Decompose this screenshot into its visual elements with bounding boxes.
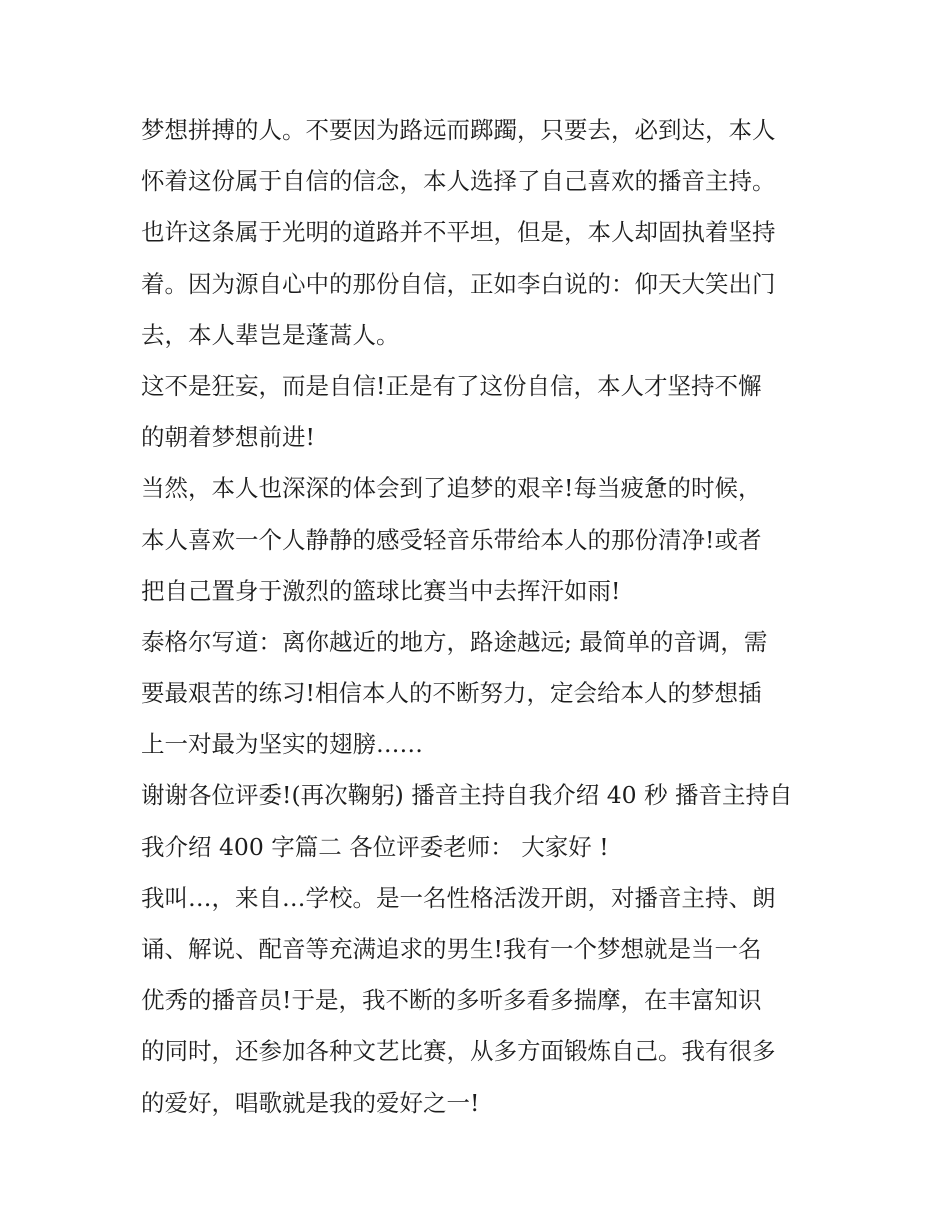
body-text	[141, 105, 821, 1129]
text-line: 我叫…，来自…学校。是一名性格活泼开朗，对播音主持、朗	[141, 883, 776, 912]
text-line: 泰格尔写道：离你越近的地方，路途越远; 最简单的音调，需	[141, 627, 768, 656]
text-line: 去，本人辈岂是蓬蒿人。	[141, 320, 400, 349]
text-line: 上一对最为坚实的翅膀……	[141, 730, 423, 759]
text-line: 的爱好，唱歌就是我的爱好之一!	[141, 1088, 480, 1117]
text-line: 也许这条属于光明的道路并不平坦，但是，本人却固执着坚持	[141, 218, 776, 247]
text-line: 要最艰苦的练习!相信本人的不断努力，定会给本人的梦想插	[141, 679, 762, 708]
text-line: 当然，本人也深深的体会到了追梦的艰辛!每当疲惫的时候，	[141, 474, 762, 503]
text-line: 优秀的播音员!于是，我不断的多听多看多揣摩，在丰富知识	[141, 986, 762, 1015]
text-line: 着。因为源自心中的那份自信，正如李白说的：仰天大笑出门	[141, 269, 776, 298]
text-line: 把自己置身于激烈的篮球比赛当中去挥汗如雨!	[141, 576, 621, 605]
text-line: 这不是狂妄，而是自信!正是有了这份自信，本人才坚持不懈	[141, 371, 762, 400]
text-line: 谢谢各位评委!(再次鞠躬) 播音主持自我介绍 40 秒 播音主持自	[141, 781, 793, 810]
text-line: 诵、解说、配音等充满追求的男生!我有一个梦想就是当一名	[141, 935, 762, 963]
text-line: 梦想拼搏的人。不要因为路远而踯躅，只要去，必到达，本人	[141, 116, 776, 144]
text-line: 的朝着梦想前进!	[141, 423, 315, 452]
text-line: 的同时，还参加各种文艺比赛，从多方面锻炼自己。我有很多	[141, 1037, 776, 1066]
text-line: 本人喜欢一个人静静的感受轻音乐带给本人的那份清净!或者	[141, 525, 762, 554]
text-line: 我介绍 400 字篇二 各位评委老师： 大家好 !	[141, 832, 609, 861]
text-line: 怀着这份属于自信的信念，本人选择了自己喜欢的播音主持。	[141, 167, 776, 196]
